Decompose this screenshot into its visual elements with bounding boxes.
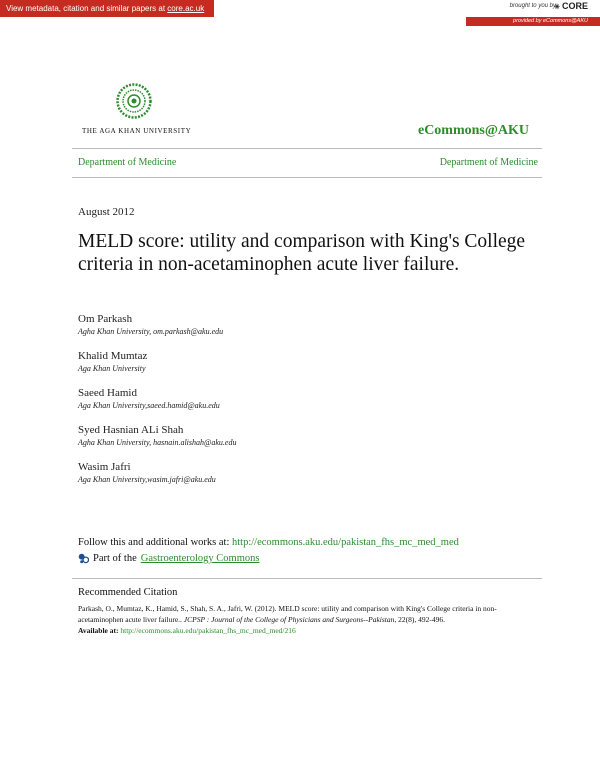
metadata-text: View metadata, citation and similar papers at xyxy=(6,4,166,13)
collection-link[interactable]: Gastroenterology Commons xyxy=(140,553,260,564)
author-affiliation: Agha Khan University, om.parkash@aku.edu xyxy=(78,327,224,336)
available-label: Available at: xyxy=(78,626,119,635)
follow-url-link[interactable]: http://ecommons.aku.edu/pakistan_fhs_mc_med_med xyxy=(232,537,459,548)
university-logo xyxy=(82,83,192,135)
citation-journal: JCPSP : Journal of the College of Physicians and Surgeons--Pakistan, xyxy=(183,615,397,624)
aku-emblem-icon xyxy=(116,83,152,119)
author-name: Saeed Hamid xyxy=(78,387,137,399)
repository-name[interactable]: eCommons@AKU xyxy=(417,123,529,138)
author-name: Wasim Jafri xyxy=(78,461,131,473)
core-logo[interactable]: ✳ CORE xyxy=(554,1,588,11)
citation-text xyxy=(78,603,540,636)
department-link-right[interactable]: Department of Medicine xyxy=(439,157,538,168)
author-email[interactable]: wasim.jafri@aku.edu xyxy=(147,475,216,484)
provided-by-bar: provided by eCommons@AKU xyxy=(466,17,600,26)
author-affiliation: Aga Khan University,wasim.jafri@aku.edu xyxy=(78,475,216,484)
author-email[interactable]: saeed.hamid@aku.edu xyxy=(147,401,220,410)
citation-volume: 22(8), 492-496. xyxy=(398,615,445,624)
core-banner xyxy=(0,0,600,26)
author-entry xyxy=(78,424,538,461)
author-name: Khalid Mumtaz xyxy=(78,350,148,362)
brought-by-text: brought to you by xyxy=(509,3,556,9)
follow-line xyxy=(78,537,459,548)
network-commons-icon xyxy=(78,553,89,564)
divider xyxy=(72,148,542,149)
part-of-line xyxy=(78,553,259,564)
author-entry xyxy=(78,461,538,498)
author-entry xyxy=(78,313,538,350)
author-name: Om Parkash xyxy=(78,313,133,325)
part-of-label: Part of the xyxy=(93,553,137,564)
author-entry xyxy=(78,387,538,424)
publication-date: August 2012 xyxy=(78,206,135,218)
author-affiliation: Aga Khan University xyxy=(78,364,146,373)
core-metadata-bar xyxy=(0,0,214,17)
author-affiliation: Aga Khan University,saeed.hamid@aku.edu xyxy=(78,401,220,410)
citation-heading: Recommended Citation xyxy=(78,587,178,598)
author-list xyxy=(78,313,538,498)
core-logo-icon: ✳ xyxy=(554,4,562,11)
author-email[interactable]: hasnain.alishah@aku.edu xyxy=(153,438,237,447)
core-link[interactable]: core.ac.uk xyxy=(167,4,205,13)
citation-plain: Parkash, O., Mumtaz, K., Hamid, S., Shah, S. A., Jafri, W. (2012). MELD score: utility and comparison with King's College criteria in non-acetaminophen acute liver failure.. xyxy=(78,604,497,624)
author-affiliation: Agha Khan University, hasnain.alishah@aku.edu xyxy=(78,438,237,447)
divider xyxy=(72,177,542,178)
follow-label: Follow this and additional works at: xyxy=(78,537,230,548)
university-name: THE AGA KHAN UNIVERSITY xyxy=(82,127,192,135)
divider xyxy=(72,578,542,579)
paper-title: MELD score: utility and comparison with King's College criteria in non-acetaminophen acute liver failure. xyxy=(78,231,526,275)
available-url-link[interactable]: http://ecommons.aku.edu/pakistan_fhs_mc_med_med/216 xyxy=(120,626,296,635)
department-link-left[interactable]: Department of Medicine xyxy=(78,157,177,168)
author-entry xyxy=(78,350,538,387)
author-email[interactable]: om.parkash@aku.edu xyxy=(153,327,224,336)
author-name: Syed Hasnian ALi Shah xyxy=(78,424,184,436)
